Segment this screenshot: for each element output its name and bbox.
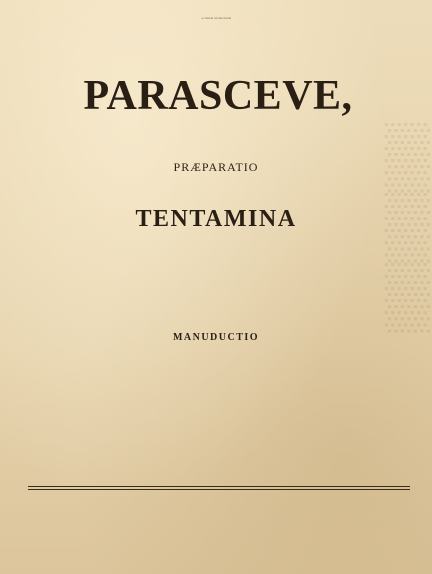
main-title-parasceve: PARASCEVE, [83,73,353,119]
tentamina-line: TENTAMINA [135,206,297,232]
divider-rule-double [28,489,410,490]
divider-rule [28,486,410,487]
manuductio-line: MANUDUCTIO [172,332,260,343]
praeparatio-line: PRÆPARATIO [173,160,259,174]
show-through-texture: ▒ ▒ ▒ [384,119,430,330]
title-line-actorum: ACTORUM CHYMICORUM [201,18,231,20]
